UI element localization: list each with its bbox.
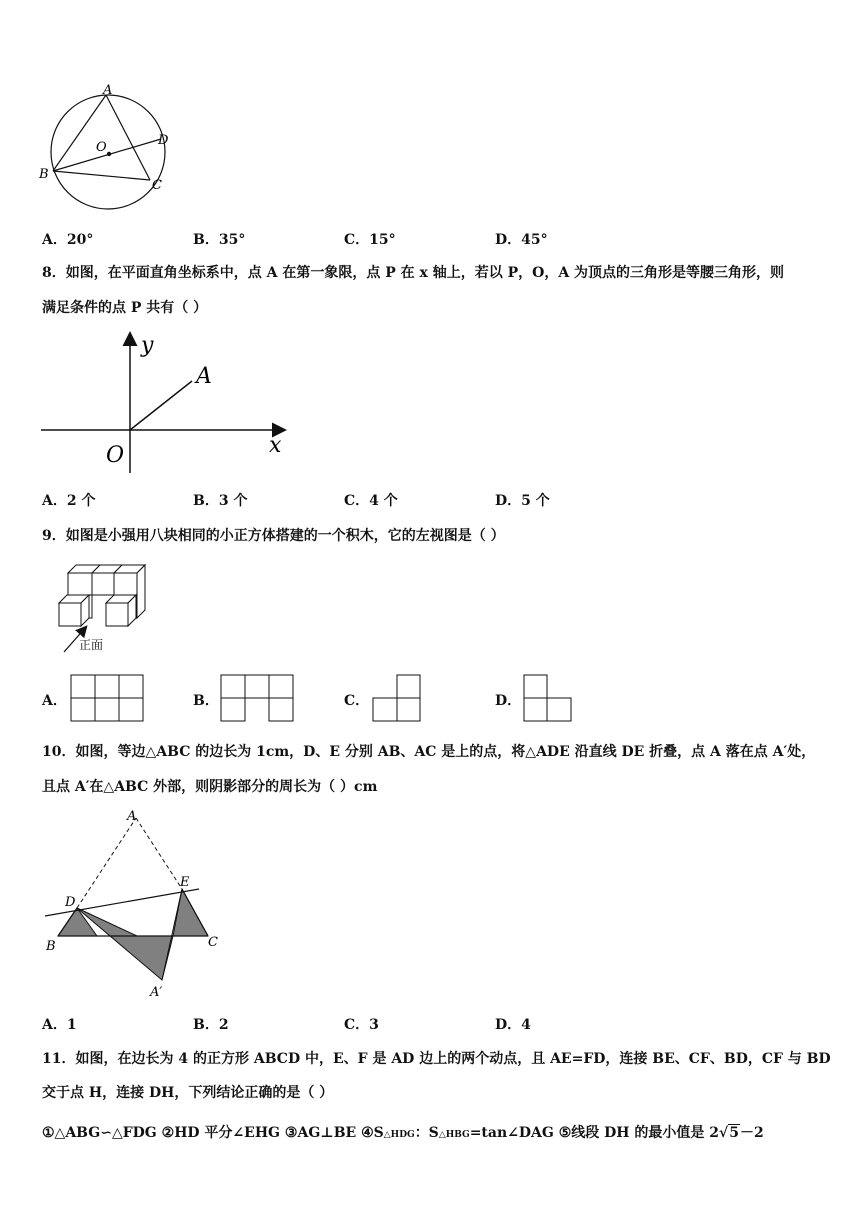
q10-label-d: D	[65, 895, 76, 910]
q10-question-line1: 10．如图，等边△ABC 的边长为 1cm，D、E 分别 AB、AC 是上的点，将△ADE 沿直线 DE 折叠，点 A 落在点 A′处，	[42, 744, 816, 760]
q9-question-line1: 9．如图是小强用八块相同的小正方体搭建的一个积木，它的左视图是（ ）	[42, 528, 505, 544]
q9-option-d-letter[interactable]: D．	[495, 693, 522, 709]
q8-label-x: x	[269, 433, 282, 458]
q10-label-b: B	[46, 939, 56, 954]
q11-conclusion-5: ⑤线段 DH 的最小值是 2√5－2	[558, 1125, 764, 1141]
q9-option-c-letter[interactable]: C．	[344, 693, 370, 709]
q11-conclusion-1: ①△ABG∽△FDG	[42, 1125, 157, 1141]
q10-option-b[interactable]: B．2	[193, 1017, 229, 1033]
q7-option-c[interactable]: C．15°	[344, 232, 396, 248]
q7-segment-ab	[53, 95, 106, 171]
q8-label-y: y	[141, 333, 154, 358]
q10-option-d[interactable]: D．4	[495, 1017, 531, 1033]
q8-coordinate-figure	[38, 328, 298, 473]
q10-question-line2: 且点 A′在△ABC 外部，则阴影部分的周长为（ ）cm	[42, 779, 378, 795]
q9-option-a-view[interactable]	[70, 674, 144, 724]
q10-option-a[interactable]: A．1	[42, 1017, 77, 1033]
q9-option-a-letter[interactable]: A．	[42, 693, 67, 709]
q7-option-d[interactable]: D．45°	[495, 232, 548, 248]
q7-label-o: O	[96, 140, 107, 155]
q7-option-b[interactable]: B．35°	[193, 232, 246, 248]
q9-option-b-view[interactable]	[220, 674, 294, 724]
q10-label-a-prime: A′	[150, 985, 163, 1000]
q10-label-c: C	[208, 935, 218, 950]
q7-segment-bc	[53, 171, 150, 180]
q10-shaded-fold	[77, 908, 173, 980]
q10-label-a: A	[127, 809, 137, 824]
q9-cube-figure	[46, 560, 166, 660]
q10-label-e: E	[180, 875, 190, 890]
q11-question-line2: 交于点 H，连接 DH，下列结论正确的是（ ）	[42, 1085, 334, 1101]
q7-label-a: A	[103, 83, 113, 98]
q7-diameter-bd	[53, 139, 161, 171]
q8-question-line2: 满足条件的点 P 共有（ ）	[42, 300, 208, 316]
q8-question-line1: 8．如图，在平面直角坐标系中，点 A 在第一象限，点 P 在 x 轴上，若以 P，O，A 为顶点的三角形是等腰三角形，则	[42, 265, 785, 281]
q10-dashed-ae	[136, 818, 182, 889]
q7-label-b: B	[39, 167, 49, 182]
q8-option-d[interactable]: D．5 个	[495, 493, 550, 509]
q10-dashed-ad	[77, 818, 136, 908]
q8-option-c[interactable]: C．4 个	[344, 493, 398, 509]
q9-option-b-letter[interactable]: B．	[193, 693, 219, 709]
q7-label-c: C	[152, 178, 162, 193]
q9-front-label: 正面	[79, 638, 104, 652]
q11-conclusion-2: ②HD 平分∠EHG	[161, 1125, 281, 1141]
q10-fold-figure	[40, 806, 230, 1002]
q8-label-o: O	[106, 443, 125, 468]
q7-label-d: D	[158, 133, 169, 148]
q8-option-a[interactable]: A．2 个	[42, 493, 96, 509]
q7-center-point	[107, 152, 111, 156]
q8-option-b[interactable]: B．3 个	[193, 493, 248, 509]
q11-question-line1: 11．如图，在边长为 4 的正方形 ABCD 中，E、F 是 AD 边上的两个动点，且 AE=FD，连接 BE、CF、BD，CF 与 BD	[42, 1051, 831, 1067]
q10-option-c[interactable]: C．3	[344, 1017, 379, 1033]
q9-option-d-view[interactable]	[523, 674, 573, 724]
q8-segment-oa	[130, 381, 192, 430]
q7-circle-figure	[30, 82, 180, 217]
q8-label-a: A	[196, 364, 212, 389]
q11-conclusion-3: ③AG⊥BE	[284, 1125, 357, 1141]
q7-option-a[interactable]: A．20°	[42, 232, 94, 248]
q9-option-c-view[interactable]	[372, 674, 422, 724]
q11-conclusion-4: ④S△HDG：S△HBG=tan∠DAG	[361, 1125, 554, 1141]
q7-circle	[51, 95, 165, 209]
q10-shaded-right	[173, 889, 208, 936]
q11-conclusions	[42, 1122, 764, 1142]
